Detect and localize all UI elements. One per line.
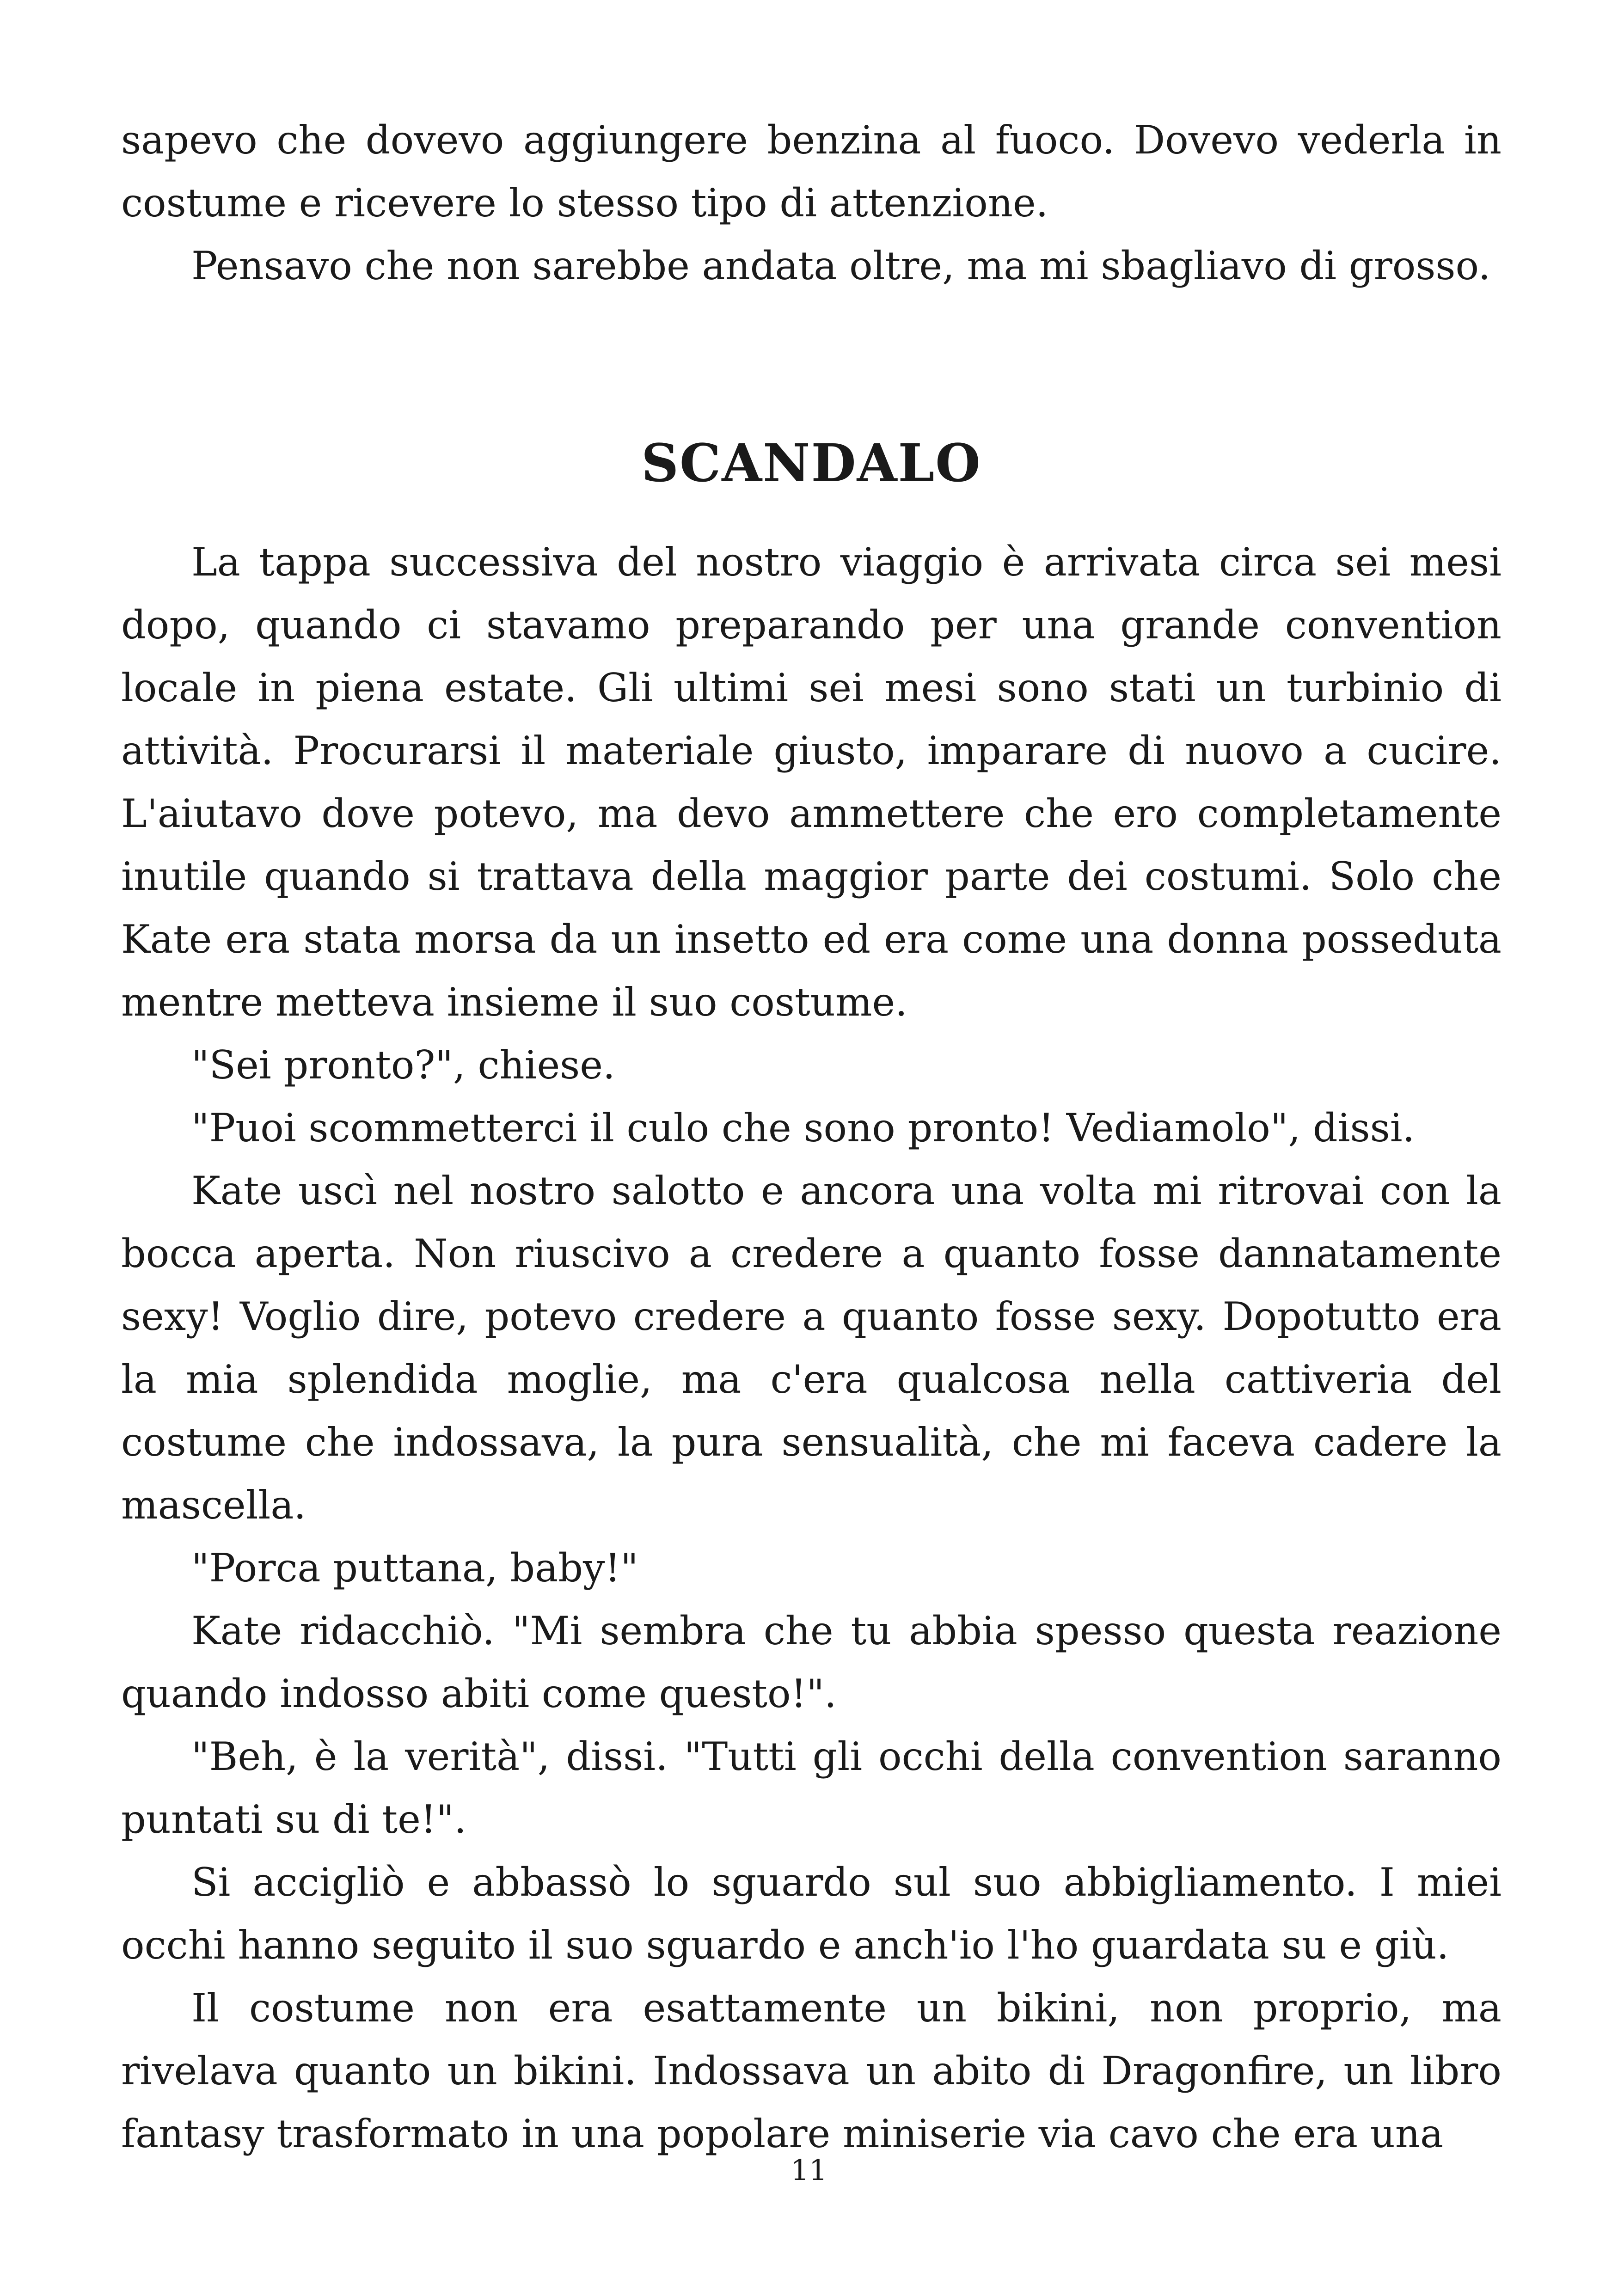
paragraph: Si accigliò e abbassò lo sguardo sul suo abbigliamento. I miei occhi hanno seguito il suo sguardo e anch'io l'ho guardata su e giù. xyxy=(121,1860,1502,1968)
paragraph: "Sei pronto?", chiese. xyxy=(191,1042,615,1088)
paragraph: "Puoi scommetterci il culo che sono pronto! Vediamolo", dissi. xyxy=(191,1105,1415,1151)
paragraph: "Beh, è la verità", dissi. "Tutti gli occhi della convention saranno puntati su di te!". xyxy=(121,1734,1502,1842)
chapter-title: SCANDALO xyxy=(641,433,981,494)
paragraph: Kate ridacchiò. "Mi sembra che tu abbia spesso questa reazione quando indosso abiti come questo!". xyxy=(121,1608,1502,1716)
paragraph: Pensavo che non sarebbe andata oltre, ma mi sbagliavo di grosso. xyxy=(191,243,1491,288)
page-body xyxy=(121,109,1502,2165)
paragraph: Kate uscì nel nostro salotto e ancora una volta mi ritrovai con la bocca aperta. Non riuscivo a credere a quanto fosse dannatamente sexy! Voglio dire, potevo credere a quanto fosse sexy. Dopotutto era la mia splendida moglie, ma c'era qualcosa nella cattiveria del costume che indossava, la pura sensualità, che mi faceva cadere la mascella. xyxy=(121,1168,1502,1528)
paragraph: La tappa successiva del nostro viaggio è arrivata circa sei mesi dopo, quando ci stavamo preparando per una grande convention locale in piena estate. Gli ultimi sei mesi sono stati un turbinio di attività. Procurarsi il materiale giusto, imparare di nuovo a cucire. L'aiutavo dove potevo, ma devo ammettere che ero completamente inutile quando si trattava della maggior parte dei costumi. Solo che Kate era stata morsa da un insetto ed era come una donna posseduta mentre metteva insieme il suo costume. xyxy=(121,539,1502,1025)
paragraph-continued: sapevo che dovevo aggiungere benzina al fuoco. Dovevo vederla in costume e ricevere lo stesso tipo di attenzione. xyxy=(121,117,1502,226)
paragraph: "Porca puttana, baby!" xyxy=(191,1545,638,1591)
paragraph: Il costume non era esattamente un bikini, non proprio, ma rivelava quanto un bikini. Indossava un abito di Dragonfire, un libro fantasy trasformato in una popolare miniserie via cavo che era una xyxy=(121,1985,1502,2156)
page-number: 11 xyxy=(791,2153,827,2187)
